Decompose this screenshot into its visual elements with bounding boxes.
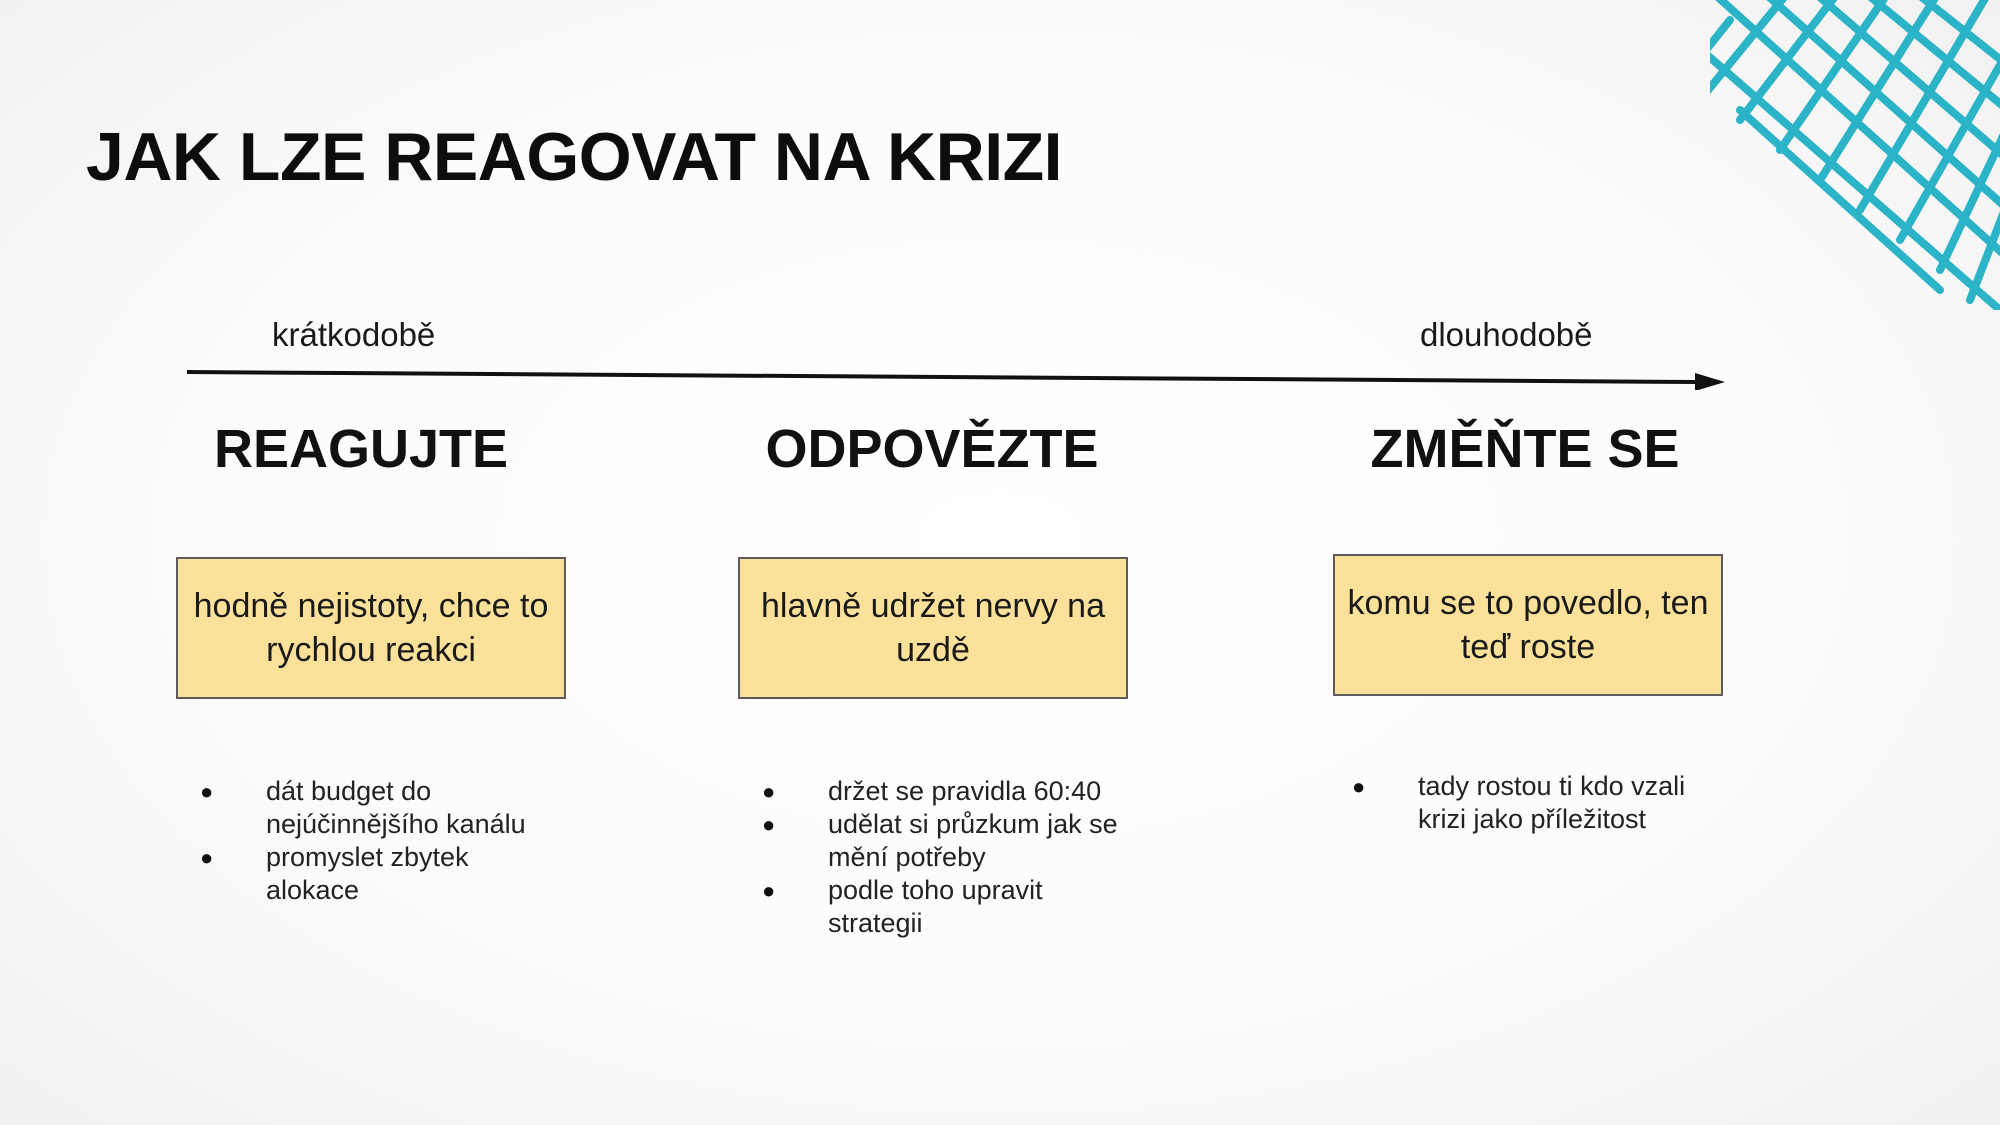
list-item — [762, 775, 1128, 808]
summary-box-text: komu se to povedlo, ten teď roste — [1347, 584, 1709, 666]
list-item — [1352, 770, 1718, 836]
timeline-end-label: dlouhodobě — [1420, 316, 1593, 353]
list-item-text: udělat si průzkum jak se mění potřeby — [828, 809, 1118, 872]
summary-box-zmente-se — [1333, 554, 1723, 696]
column-heading-odpovezte: ODPOVĚZTE — [765, 419, 1099, 479]
list-item-text: držet se pravidla 60:40 — [828, 776, 1102, 806]
bullet-list-odpovezte — [762, 775, 1128, 940]
timeline-arrow-icon — [185, 360, 1725, 390]
bullet-list-zmente-se — [1352, 770, 1718, 836]
list-item — [200, 775, 566, 841]
bullet-dot-icon: ● — [1352, 774, 1366, 799]
bullet-list-reagujte — [200, 775, 566, 907]
summary-box-odpovezte — [738, 557, 1128, 699]
grid-pattern-icon — [1710, 0, 2000, 310]
bullet-dot-icon: ● — [762, 779, 776, 804]
list-item-text: podle toho upravit strategii — [828, 875, 1043, 938]
list-item-text: promyslet zbytek alokace — [266, 842, 469, 905]
summary-box-text: hlavně udržet nervy na uzdě — [761, 587, 1105, 669]
bullet-dot-icon: ● — [762, 812, 776, 837]
bullet-dot-icon: ● — [200, 845, 214, 870]
list-item — [762, 808, 1128, 874]
column-heading-zmente-se: ZMĚŇTE SE — [1370, 419, 1680, 479]
summary-box-reagujte — [176, 557, 566, 699]
list-item — [762, 874, 1128, 940]
list-item — [200, 841, 566, 907]
list-item-text: dát budget do nejúčinnějšího kanálu — [266, 776, 526, 839]
bullet-dot-icon: ● — [762, 878, 776, 903]
timeline-start-label: krátkodobě — [272, 316, 436, 353]
bullet-dot-icon: ● — [200, 779, 214, 804]
list-item-text: tady rostou ti kdo vzali krizi jako příležitost — [1418, 771, 1686, 834]
page-title: JAK LZE REAGOVAT NA KRIZI — [86, 119, 1063, 195]
column-heading-reagujte: REAGUJTE — [213, 419, 509, 479]
summary-box-text: hodně nejistoty, chce to rychlou reakci — [193, 587, 549, 669]
